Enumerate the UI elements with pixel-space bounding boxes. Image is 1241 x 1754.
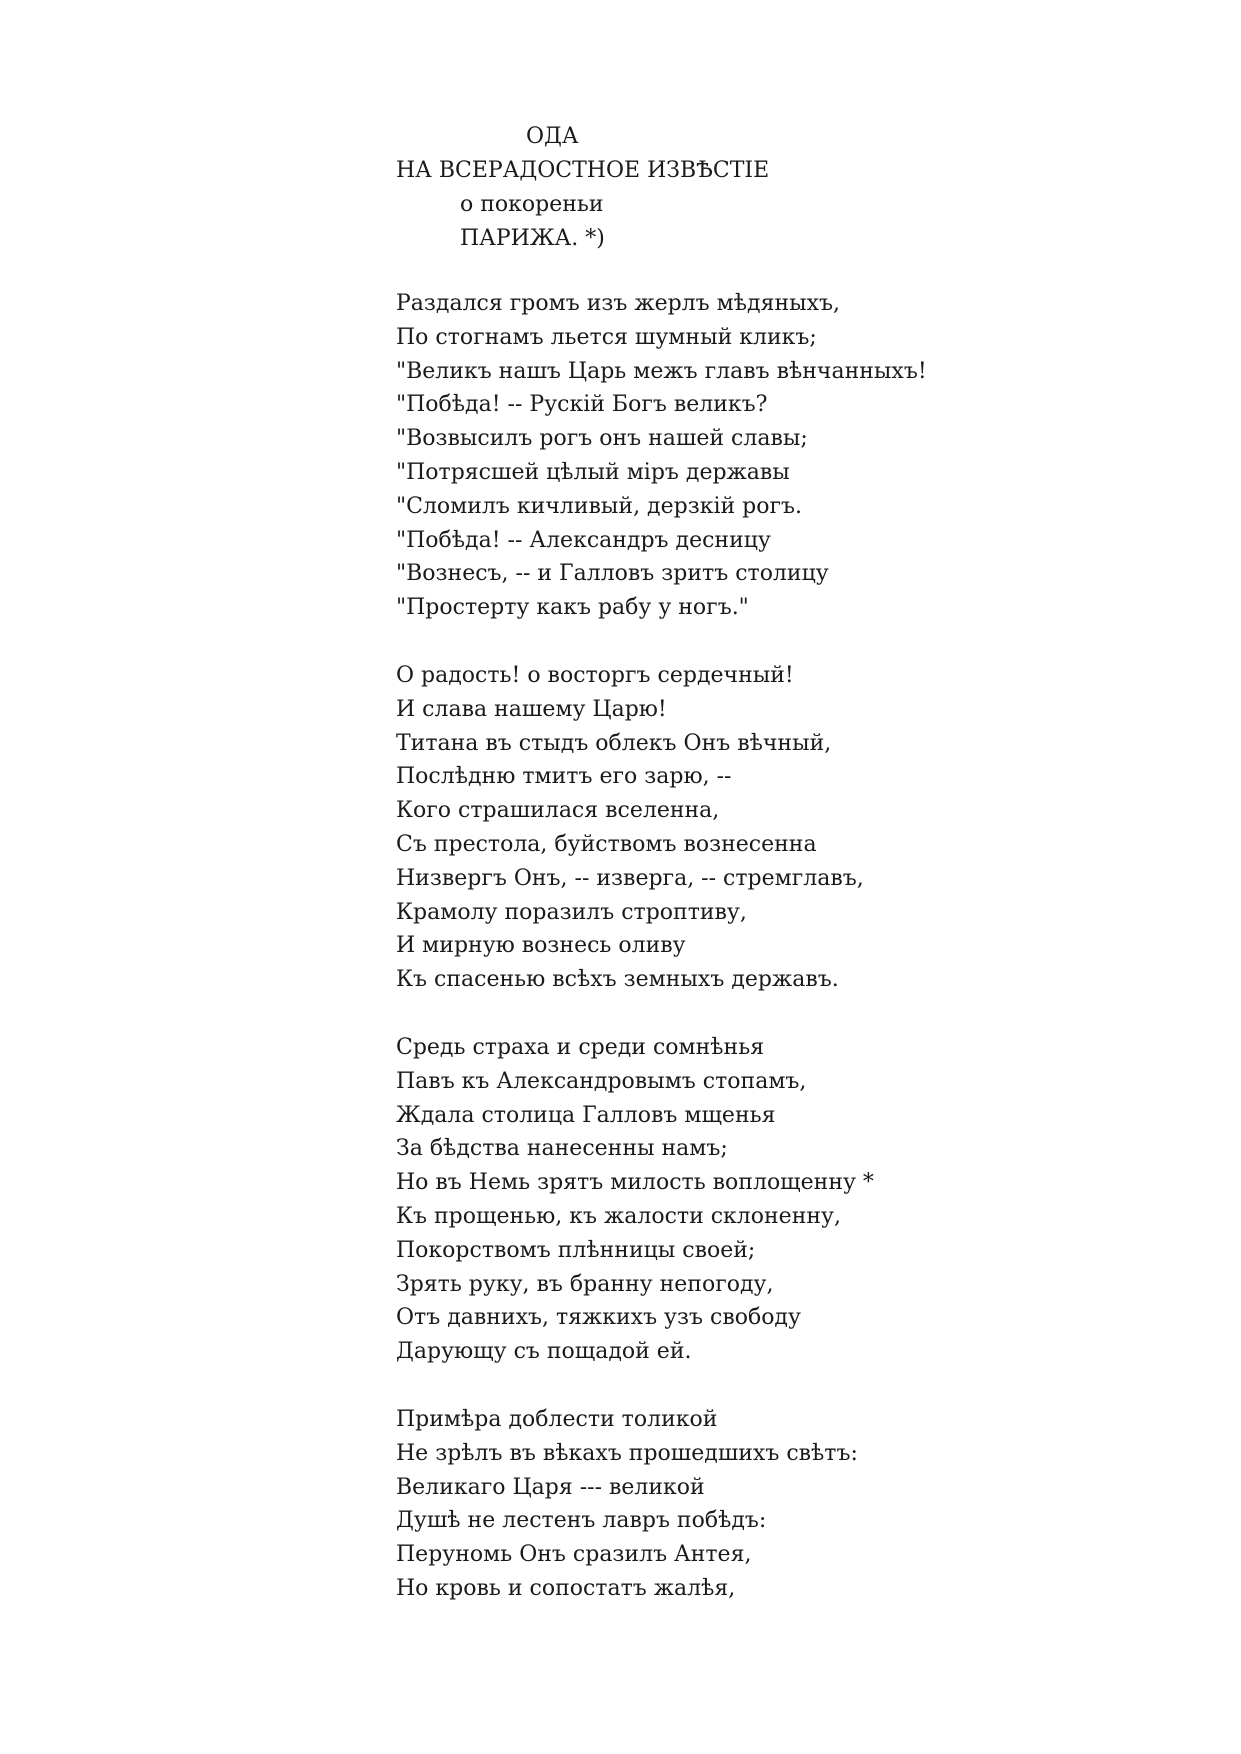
- poem-line: И мирную вознесь оливу: [396, 933, 686, 959]
- poem-line: "Потрясшей цѣлый мiръ державы: [396, 459, 790, 485]
- poem-line: Съ престола, буйствомъ вознесенна: [396, 831, 817, 857]
- poem-line: Ждала столица Галловъ мщенья: [396, 1102, 776, 1128]
- poem-line: "Простерту какъ рабу у ногъ.": [396, 595, 749, 621]
- poem-line: "Побѣда! -- Александръ десницу: [396, 527, 771, 553]
- poem-line: Примѣра доблести толикой: [396, 1406, 718, 1432]
- poem-line: Но кровь и сопостатъ жалѣя,: [396, 1575, 736, 1601]
- poem-line: Средь страха и среди сомнѣнья: [396, 1034, 765, 1060]
- poem-line: О радость! о восторгъ сердечный!: [396, 662, 794, 688]
- poem-body: [396, 287, 1196, 1640]
- poem-line: Душѣ не лестенъ лавръ побѣдъ:: [396, 1508, 767, 1534]
- poem-line: Покорствомъ плѣнницы своей;: [396, 1237, 756, 1263]
- poem-line: Великаго Царя --- великой: [396, 1474, 705, 1500]
- poem-line: Павъ къ Александровымъ стопамъ,: [396, 1068, 807, 1094]
- poem-line: "Сломилъ кичливый, дерзкiй рогъ.: [396, 493, 802, 519]
- poem-line: "Вознесъ, -- и Галловъ зритъ столицу: [396, 561, 829, 587]
- title-ode: ОДА: [526, 124, 579, 149]
- poem-line: Отъ давнихъ, тяжкихъ узъ свободу: [396, 1305, 801, 1331]
- poem-line: По стогнамъ льется шумный кликъ;: [396, 324, 817, 350]
- stanza-1: [396, 287, 1196, 625]
- title-occasion: о покореньи: [460, 192, 604, 217]
- poem-line: Не зрѣлъ въ вѣкахъ прошедшихъ свѣтъ:: [396, 1440, 858, 1466]
- title-block: [396, 120, 996, 256]
- stanza-4: [396, 1403, 1196, 1606]
- poem-line: Низвергъ Онъ, -- изверга, -- стремглавъ,: [396, 865, 864, 891]
- poem-line: Раздался громъ изъ жерлъ мѣдяныхъ,: [396, 291, 841, 316]
- poem-line: Къ спасенью всѣхъ земныхъ державъ.: [396, 967, 839, 993]
- poem-line: Кого страшилася вселенна,: [396, 798, 720, 824]
- poem-line: И слава нашему Царю!: [396, 696, 667, 722]
- poem-line: Титана въ стыдъ облекъ Онъ вѣчный,: [396, 730, 832, 756]
- poem-line: "Возвысилъ рогъ онъ нашей славы;: [396, 426, 808, 452]
- stanza-3: [396, 1031, 1196, 1369]
- poem-line: Къ прощенью, къ жалости склоненну,: [396, 1203, 841, 1229]
- poem-line: Дарующу съ пощадой ей.: [396, 1339, 692, 1365]
- title-subject: НА ВСЕРАДОСТНОЕ ИЗВѢСТIЕ: [396, 158, 770, 183]
- poem-line: Крамолу поразилъ строптиву,: [396, 899, 747, 925]
- poem-line: "Побѣда! -- Рускiй Богъ великъ?: [396, 392, 768, 418]
- poem-line: Но въ Немь зрятъ милость воплощенну *: [396, 1170, 874, 1196]
- poem-line: Перуномь Онъ сразилъ Антея,: [396, 1542, 752, 1568]
- poem-line: "Великъ нашъ Царь межъ главъ вѣнчанныхъ!: [396, 358, 927, 384]
- poem-line: Послѣдню тмитъ его зарю, --: [396, 764, 732, 790]
- title-city: ПАРИЖА. *): [460, 226, 605, 251]
- poem-line: За бѣдства нанесенны намъ;: [396, 1136, 728, 1162]
- poem-line: Зрять руку, въ бранну непогоду,: [396, 1271, 774, 1297]
- stanza-2: [396, 659, 1196, 997]
